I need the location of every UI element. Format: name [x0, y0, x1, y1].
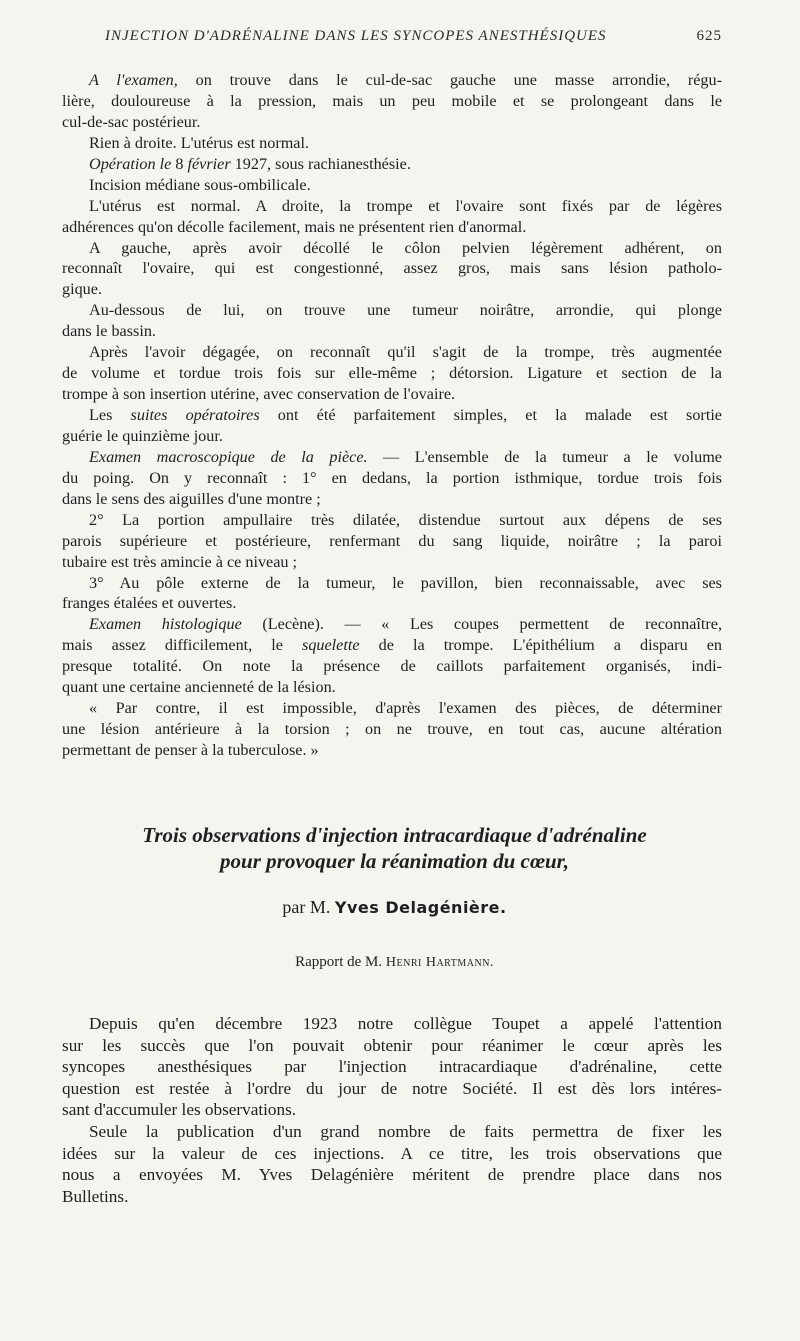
text-line: L'utérus est normal. A droite, la trompe et l'ovaire sont fixés par de légères	[89, 196, 722, 215]
text-line: quant une certaine ancienneté de la lésion.	[62, 678, 336, 697]
page-number: 625	[696, 28, 722, 44]
byline	[62, 897, 727, 918]
text-line: guérie le quinzième jour.	[62, 426, 223, 445]
text-line: 3° Au pôle externe de la tumeur, le pavillon, bien reconnaissable, avec ses	[89, 573, 722, 592]
running-title: INJECTION D'ADRÉNALINE DANS LES SYNCOPES ANESTHÉSIQUES	[105, 28, 607, 44]
text-line: Seule la publication d'un grand nombre de faits permettra de fixer les	[89, 1121, 722, 1141]
text-line: de volume et tordue trois fois sur elle-même ; détorsion. Ligature et section de la	[62, 364, 722, 383]
case-report-text	[62, 70, 722, 761]
text-line: mais assez difficilement, le squelette de la trompe. L'épithélium a disparu en	[62, 636, 722, 655]
text-line: Bulletins.	[62, 1186, 129, 1206]
text-line: Examen macroscopique de la pièce. — L'ensemble de la tumeur a le volume	[89, 447, 722, 466]
text-line: du poing. On y reconnaît : 1° en dedans, la portion isthmique, tordue trois fois	[62, 468, 722, 487]
text-line: Rien à droite. L'utérus est normal.	[89, 133, 310, 152]
text-line: Incision médiane sous-ombilicale.	[89, 175, 311, 194]
text-line: Après l'avoir dégagée, on reconnaît qu'il s'agit de la trompe, très augmentée	[89, 343, 722, 362]
text-line: sur les succès que l'on pouvait obtenir pour réanimer le cœur après les	[62, 1035, 722, 1055]
text-line: syncopes anesthésiques par l'injection intracardiaque d'adrénaline, cette	[62, 1057, 722, 1077]
text-line: une lésion antérieure à la torsion ; on ne trouve, en tout cas, aucune altération	[62, 720, 722, 739]
byline-prefix: par M.	[282, 897, 331, 917]
text-line: A l'examen, on trouve dans le cul-de-sac gauche une masse arrondie, régu-	[89, 71, 722, 89]
text-line: Opération le 8 février 1927, sous rachianesthésie.	[89, 154, 411, 173]
text-line: lière, douloureuse à la pression, mais un peu mobile et se prolongeant dans le	[62, 91, 722, 110]
text-line: dans le bassin.	[62, 322, 156, 341]
text-line: Au-dessous de lui, on trouve une tumeur noirâtre, arrondie, qui plonge	[89, 301, 722, 320]
text-line: question est restée à l'ordre du jour de notre Société. Il est dès lors intéres-	[62, 1078, 722, 1098]
text-line: A gauche, après avoir décollé le côlon pelvien légèrement adhérent, on	[89, 238, 722, 257]
text-line: presque totalité. On note la présence de caillots parfaitement organisés, indi-	[62, 657, 722, 676]
text-line: 2° La portion ampullaire très dilatée, distendue surtout aux dépens de ses	[89, 510, 722, 529]
article-title-line-2: pour provoquer la réanimation du cœur,	[220, 849, 569, 873]
text-line: sant d'accumuler les observations.	[62, 1100, 297, 1120]
rapport-prefix: Rapport de M.	[295, 954, 383, 970]
text-line: Depuis qu'en décembre 1923 notre collègue Toupet a appelé l'attention	[89, 1014, 722, 1033]
text-line: gique.	[62, 280, 103, 299]
author-name: Yves Delagénière.	[334, 898, 507, 917]
text-line: nous a envoyées M. Yves Delagénière méritent de prendre place dans nos	[62, 1165, 722, 1185]
text-line: cul-de-sac postérieur.	[62, 112, 201, 131]
rapport-author: Henri Hartmann.	[385, 955, 494, 970]
text-line: trompe à son insertion utérine, avec conservation de l'ovaire.	[62, 385, 456, 404]
text-line: adhérences qu'on décolle facilement, mais ne présentent rien d'anormal.	[62, 217, 527, 236]
rapport-line	[62, 954, 727, 971]
text-line: idées sur la valeur de ces injections. A ce titre, les trois observations que	[62, 1143, 722, 1163]
text-line: Les suites opératoires ont été parfaitement simples, et la malade est sortie	[89, 406, 722, 424]
text-line: tubaire est très amincie à ce niveau ;	[62, 552, 298, 571]
text-line: franges étalées et ouvertes.	[62, 594, 237, 613]
text-line: Examen histologique (Lecène). — « Les coupes permettent de reconnaître,	[89, 615, 722, 634]
text-line: parois supérieure et postérieure, renfermant du sang liquide, noirâtre ; la paroi	[62, 531, 722, 550]
text-line: « Par contre, il est impossible, d'après l'examen des pièces, de déterminer	[89, 699, 722, 718]
text-line: reconnaît l'ovaire, qui est congestionné, assez gros, mais sans lésion patholo-	[62, 259, 722, 278]
text-line: dans le sens des aiguilles d'une montre ;	[62, 489, 321, 508]
article-title-line-1: Trois observations d'injection intracardiaque d'adrénaline	[142, 823, 647, 847]
text-line: permettant de penser à la tuberculose. »	[62, 741, 319, 759]
report-text	[62, 1013, 722, 1207]
